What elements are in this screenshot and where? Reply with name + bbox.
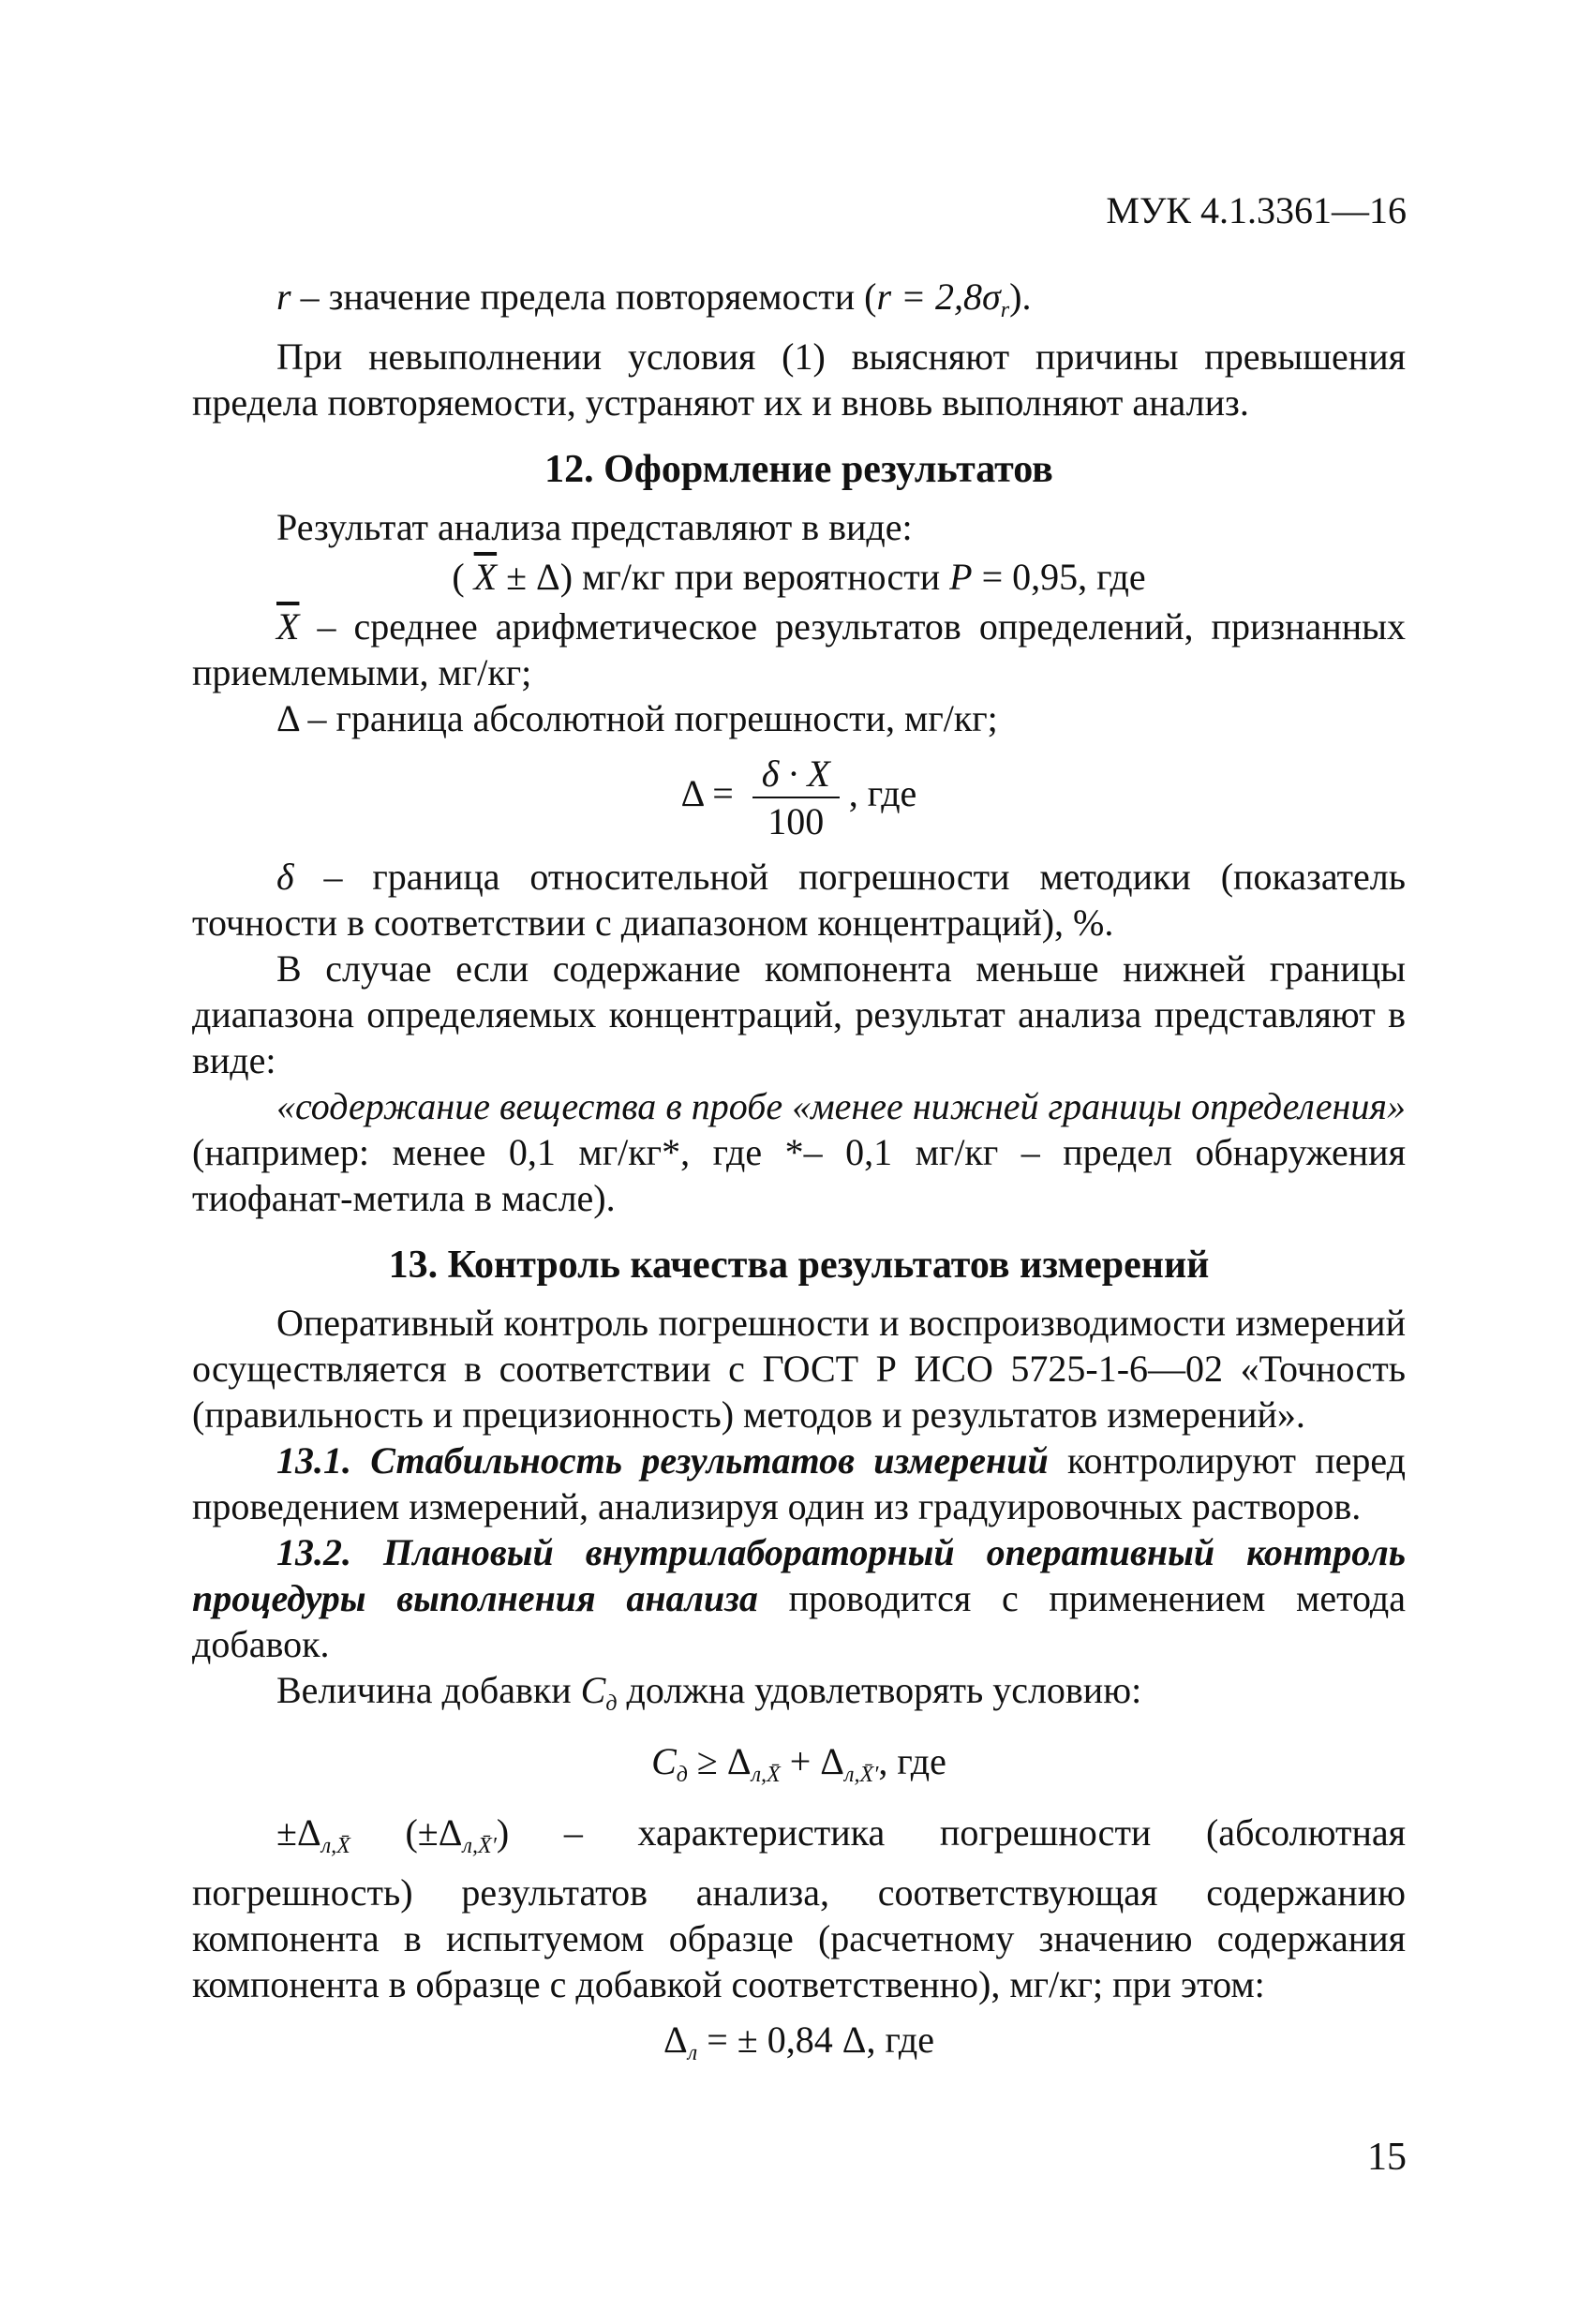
repeatability-paragraph: При невыполнении условия (1) выясняют причины превышения предела повторяемости, устраняют их и вновь выполняют анализ. [192, 335, 1406, 424]
fraction: $\frac{\delta \cdot X}{100}$ [752, 751, 840, 844]
result-formula: ( $\overline{X} \pm \Delta$) мг/кг при вероятности P = 0,95, где [452, 556, 1146, 598]
below-limit-paragraph: В случае если содержание компонента меньше нижней границы диапазона определяемых концентраций, результат анализа представляют в виде: [192, 947, 1406, 1081]
additive-requirement: Величина добавки $C_д$ должна удовлетворять условию: [276, 1669, 1142, 1716]
lab-delta-formula: $\Delta_л$ = ± 0,84 Δ, где [663, 2019, 934, 2065]
additive-condition-formula: $C_д \ge \Delta_{л,X̄} + \Delta_{л,X̄'}$, где [651, 1740, 946, 1787]
result-lead: Результат анализа представляют в виде: [276, 506, 913, 548]
subsection-13-2: 13.2. Плановый внутрилабораторный оперативный контроль процедуры выполнения анализа проводится с применением метода добавок. [192, 1531, 1406, 1665]
doc-code: МУК 4.1.3361—16 [1106, 189, 1407, 231]
r-definition: r – значение предела повторяемости $(r = 2,8\sigma_r)$. [276, 276, 1032, 322]
relative-error-definition: δ – граница относительной погрешности методики (показатель точности в соответствии с диапазоном концентраций), %. [192, 856, 1406, 944]
delta-definition: Δ – граница абсолютной погрешности, мг/кг; [276, 697, 998, 739]
subsection-13-1: 13.1. Стабильность результатов измерений контролируют перед проведением измерений, анализируя один из градуировочных растворов. [192, 1439, 1407, 1527]
xbar-definition: $\overline{X}$ – среднее арифметическое результатов определений, признанных приемлемыми, мг/кг; [192, 605, 1406, 693]
error-characteristic: $\pm\Delta_{л,X̄}$ $(\pm\Delta_{л,X̄'})$ – характеристика погрешности (абсолютная погрешность) результатов анализа, соответствующая содержанию компонента в испытуемом образце (расчетному значению содержания компонента в образце с добавкой соответственно), мг/кг; при этом: [192, 1811, 1406, 2005]
section-13-title: 13. Контроль качества результатов измерений [388, 1244, 1210, 1287]
below-limit-quote: «содержание вещества в пробе «менее нижней границы определения» (например: менее 0,1 мг/кг*, где *– 0,1 мг/кг – предел обнаружения тиофанат-метила в масле). [192, 1085, 1406, 1219]
page-body [192, 274, 1406, 2080]
delta-fraction-formula: Δ = $\frac{\delta \cdot X}{100}$ , где [680, 752, 917, 842]
section-12-title: 12. Оформление результатов [544, 448, 1053, 491]
page-number: 15 [1367, 2136, 1407, 2179]
control-paragraph: Оперативный контроль погрешности и воспроизводимости измерений осуществляется в соответствии с ГОСТ Р ИСО 5725-1-6—02 «Точность (правильность и прецизионность) методов и результатов измерений». [192, 1302, 1406, 1436]
